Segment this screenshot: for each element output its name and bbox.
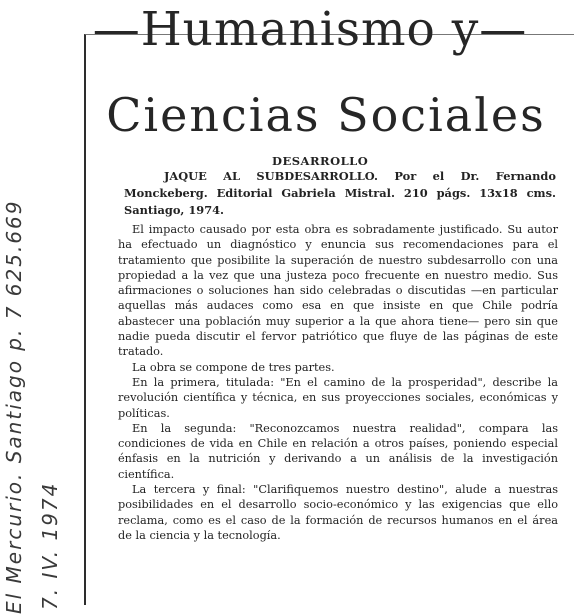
paragraph: La tercera y final: "Clarifiquemos nuestro destino", alude a nuestras posibilidades en el desarrollo socio-económico y las exigencias que ello reclama, como es el caso de la formación de recursos humanos en el área de la ciencia y la tecnología. <box>118 483 558 542</box>
handwritten-annotation <box>2 56 82 616</box>
headline-line-1: —Humanismo y— <box>92 2 528 57</box>
paragraph: En la primera, titulada: "En el camino de la prosperidad", describe la revolución científica y técnica, en sus proyecciones sociales, económicas y políticas. <box>118 375 558 420</box>
book-citation: JAQUE AL SUBDESARROLLO. Por el Dr. Fernando Monckeberg. Editorial Gabriela Mistral. 210 págs. 13x18 cms. Santiago, 1974. <box>124 169 556 217</box>
section-label: DESARROLLO <box>272 154 369 168</box>
headline-line-2: Ciencias Sociales <box>106 88 546 142</box>
paragraph: La obra se compone de tres partes. <box>132 360 335 374</box>
paragraph: El impacto causado por esta obra es sobradamente justificado. Su autor ha efectuado un diagnóstico y enuncia sus recomendaciones para el tratamiento que posibilite la superación de nuestro subdesarrollo con una propiedad a la vez que una justeza poco frecuente en nuestro medio. Sus afirmaciones o soluciones han sido celebradas o discutidas —en particular aquellas más audaces como esa en que insiste en que Chile podría abastecer una población muy superior a la que ahora tiene— pero sin que nadie pueda discutir el fervor patriótico que fluye de las páginas de este tratado. <box>118 223 558 359</box>
paragraph: En la segunda: "Reconozcamos nuestra realidad", compara las condiciones de vida en Chile en relación a otros países, poniendo especial énfasis en la nutrición y derivando a un análisis de la investigación científica. <box>118 421 558 481</box>
handwritten-date-line: 7. IV. 1974 <box>38 481 62 610</box>
review-body <box>118 222 558 543</box>
handwritten-source-line: El Mercurio. Santiago p. 7 625.669 <box>2 199 26 614</box>
